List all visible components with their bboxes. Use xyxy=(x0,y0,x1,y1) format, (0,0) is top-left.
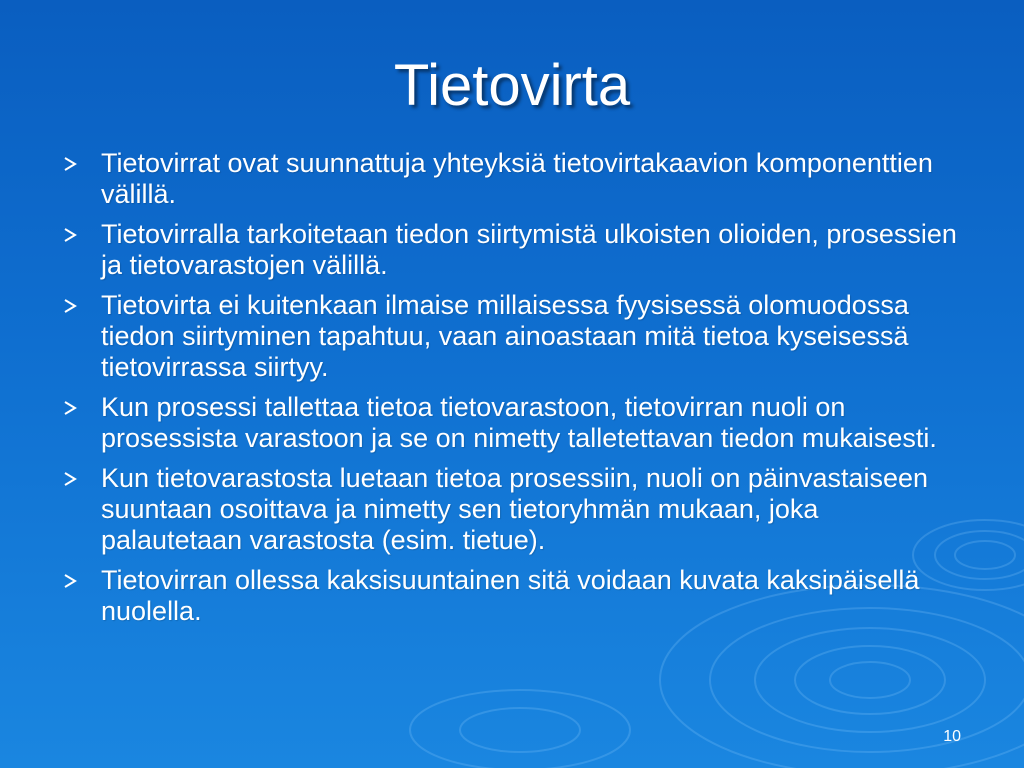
bullet-item xyxy=(62,392,962,454)
bullet-text: Kun tietovarastosta luetaan tietoa prosessiin, nuoli on päinvastaiseen suuntaan osoittava ja nimetty sen tietoryhmän mukaan, joka palautetaan varastosta (esim. tietue). xyxy=(101,463,929,555)
page-number: 10 xyxy=(943,728,961,745)
arrow-bullet-icon xyxy=(62,573,78,589)
bullet-text: Tietovirta ei kuitenkaan ilmaise millaisessa fyysisessä olomuodossa tiedon siirtyminen tapahtuu, vaan ainoastaan mitä tietoa kyseisessä tietovirrassa siirtyy. xyxy=(101,290,909,382)
arrow-bullet-icon xyxy=(62,227,78,243)
bullet-item xyxy=(62,463,962,556)
slide-title: Tietovirta xyxy=(393,53,631,118)
bullet-item xyxy=(62,565,962,627)
bullet-item xyxy=(62,290,962,383)
bullet-text: Kun prosessi tallettaa tietoa tietovarastoon, tietovirran nuoli on prosessista varastoon ja se on nimetty talletettavan tiedon mukaisesti. xyxy=(101,392,937,453)
arrow-bullet-icon xyxy=(62,400,78,416)
arrow-bullet-icon xyxy=(62,471,78,487)
bullet-text: Tietovirran ollessa kaksisuuntainen sitä voidaan kuvata kaksipäisellä nuolella. xyxy=(101,565,920,626)
arrow-bullet-icon xyxy=(62,156,78,172)
bullet-text: Tietovirralla tarkoitetaan tiedon siirtymistä ulkoisten olioiden, prosessien ja tietovarastojen välillä. xyxy=(101,219,957,280)
bullet-text: Tietovirrat ovat suunnattuja yhteyksiä tietovirtakaavion komponenttien välillä. xyxy=(101,148,933,209)
bullet-item xyxy=(62,148,962,210)
bullet-list xyxy=(62,148,962,636)
arrow-bullet-icon xyxy=(62,298,78,314)
bullet-item xyxy=(62,219,962,281)
